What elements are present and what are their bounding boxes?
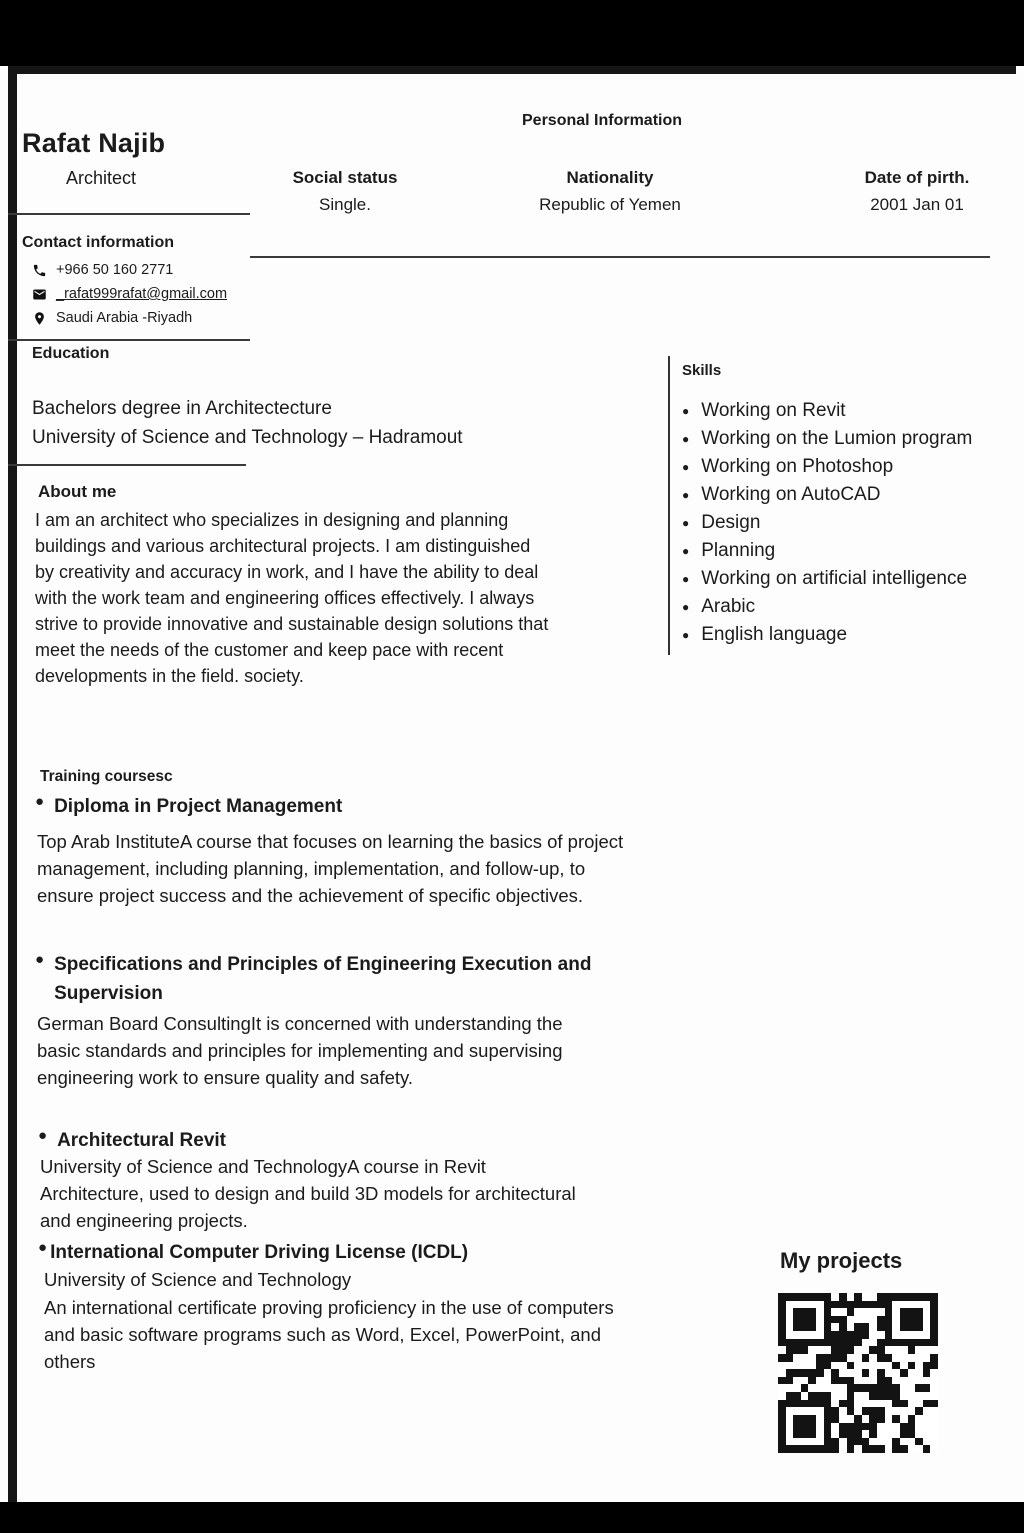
bullet-icon: ● [682,600,690,614]
bullet-icon: ● [38,1239,48,1256]
skill-label: Working on AutoCAD [701,484,881,505]
course-desc-4: An international certificate proving proficiency in the use of computers and basic software programs such as Word, Excel, PowerPoint, and others [44,1297,614,1372]
bullet-icon: ● [35,793,45,810]
contact-phone-row [32,262,262,278]
location-pin-icon [32,311,47,326]
course-title-text: Diploma in Project Management [54,796,343,817]
skill-label: English language [701,624,848,645]
course-title-text: Architectural Revit [57,1130,227,1151]
bullet-icon: ● [682,432,690,446]
course-desc-1: Top Arab InstituteA course that focuses on learning the basics of project management, including planning, implementation, and follow-up, to ensure project success and the achievement of specific objectives. [37,831,624,906]
top-black-bar [0,0,1024,66]
course-desc-3: University of Science and TechnologyA course in Revit Architecture, used to design and build 3D models for architectural and engineering projects. [40,1156,576,1231]
field-date-of-birth [822,168,1012,215]
course-title-2 [35,950,635,1008]
phone-number: +966 50 160 2771 [56,262,174,278]
skill-item [682,537,1022,565]
skills-section [668,356,1022,655]
field-value: Republic of Yemen [539,195,681,214]
projects-title: My projects [780,1248,903,1273]
personal-info-title: Personal Information [522,112,683,129]
course-subtitle-4: University of Science and Technology [44,1269,352,1290]
page-border-left [8,66,17,1502]
field-label: Social status [292,168,398,187]
field-label: Nationality [566,168,654,187]
email-link[interactable]: _rafat999rafat@gmail.com [56,286,228,302]
skill-item [682,453,1022,481]
bullet-icon: ● [682,516,690,530]
bullet-icon: ● [682,460,690,474]
bullet-icon: ● [682,544,690,558]
course-title-3 [38,1126,598,1155]
bullet-icon: ● [38,1127,48,1144]
page-border-top [8,66,1016,74]
contact-location-row [32,310,262,326]
skill-label: Planning [701,540,776,561]
divider-under-name [8,213,250,215]
divider-under-education [8,464,246,466]
skill-label: Working on the Lumion program [701,428,973,449]
skill-label: Working on artificial intelligence [701,568,968,589]
education-title: Education [32,345,110,362]
education-degree: Bachelors degree in Architectecture [32,398,332,419]
contact-email-row [32,286,262,302]
bullet-icon: ● [682,572,690,586]
field-label: Date of pirth. [864,168,970,187]
course-title-text: Specifications and Principles of Engineering Execution and Supervision [54,954,592,1004]
skill-item [682,397,1022,425]
bullet-icon: ● [35,951,45,968]
bottom-black-bar [0,1502,1024,1533]
skill-label: Working on Revit [701,400,846,421]
field-value: Single. [319,195,371,214]
skill-item [682,481,1022,509]
email-icon [32,287,47,302]
skill-item [682,593,1022,621]
bullet-icon: ● [682,628,690,642]
divider-header [250,256,990,258]
about-title: About me [38,482,117,501]
training-title: Training coursesc [40,768,173,785]
skill-item [682,425,1022,453]
field-value: 2001 Jan 01 [870,195,964,214]
bullet-icon: ● [682,488,690,502]
skill-item [682,621,1022,649]
course-title-1 [35,792,655,821]
skill-item [682,565,1022,593]
skill-label: Design [701,512,761,533]
education-university: University of Science and Technology – Hadramout [32,427,463,448]
person-role: Architect [66,168,137,188]
field-social-status [245,168,445,215]
skills-title: Skills [682,362,722,379]
bullet-icon: ● [682,404,690,418]
phone-icon [32,263,47,278]
field-nationality [480,168,740,215]
skill-label: Arabic [701,596,756,617]
person-name: Rafat Najib [22,128,166,158]
contact-list [32,262,262,334]
course-desc-2: German Board ConsultingIt is concerned with understanding the basic standards and principles for implementing and supervising engineering work to ensure quality and safety. [37,1013,563,1088]
course-title-4 [38,1238,658,1267]
divider-under-contact [8,339,250,341]
location-text: Saudi Arabia -Riyadh [56,310,193,326]
qr-code [778,1293,938,1453]
skill-label: Working on Photoshop [701,456,894,477]
about-text: I am an architect who specializes in designing and planning buildings and various architectural projects. I am distinguished by creativity and accuracy in work, and I have the ability to deal with the work team and engineering offices effectively. I always strive to provide innovative and sustainable design solutions that meet the needs of the customer and keep pace with recent developments in the field. society. [35,510,549,686]
contact-title: Contact information [22,234,174,251]
skill-item [682,509,1022,537]
course-title-text: International Computer Driving License (ICDL) [50,1242,469,1263]
